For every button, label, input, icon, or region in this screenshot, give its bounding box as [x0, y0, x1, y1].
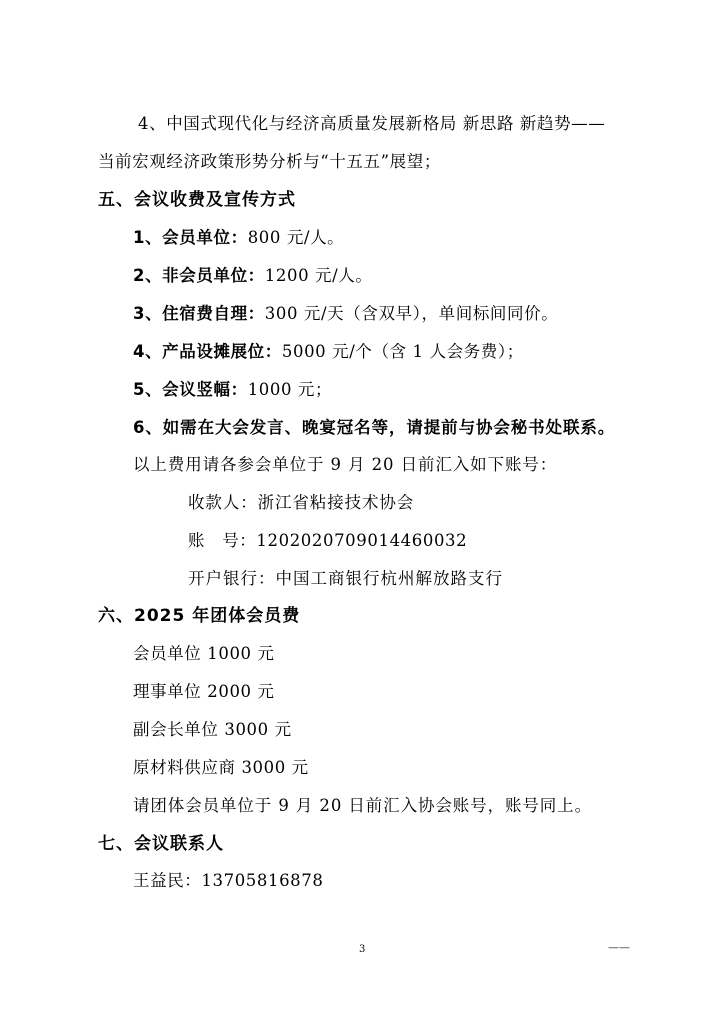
fee-item-value: 800 元/人。: [247, 228, 345, 247]
fee-item-6: 6、如需在大会发言、晚宴冠名等，请提前与协会秘书处联系。: [133, 418, 616, 437]
section7-heading: 七、会议联系人: [98, 834, 224, 854]
fee-item-label: 4、产品设摊展位：: [133, 342, 282, 361]
agenda-item-4-line2: 当前宏观经济政策形势分析与“十五五”展望；: [98, 152, 441, 171]
payment-note: 以上费用请各参会单位于 9 月 20 日前汇入如下账号：: [133, 455, 558, 474]
payee-line: 收款人：浙江省粘接技术协会: [188, 493, 415, 512]
contact-line: 王益民：13705816878: [133, 871, 324, 890]
account-line: 账 号：1202020709014460032: [188, 531, 468, 550]
fee-item-5: [133, 378, 332, 402]
member-fee-item: 理事单位 2000 元: [133, 682, 275, 701]
bank-line: 开户银行：中国工商银行杭州解放路支行: [188, 569, 503, 588]
fee-item-label: 2、非会员单位：: [133, 266, 265, 285]
member-fee-item: 原材料供应商 3000 元: [133, 758, 309, 777]
fee-item-1: [133, 226, 344, 250]
fee-item-label: 3、住宿费自理：: [133, 304, 265, 323]
fee-item-value: 5000 元/个（含 1 人会务费）；: [281, 342, 524, 361]
agenda-item-4-line1: 4、中国式现代化与经济高质量发展新格局 新思路 新趋势——: [138, 114, 606, 133]
fee-item-3: [133, 302, 558, 326]
fee-item-value: 1200 元/人。: [264, 266, 373, 285]
page-number: 3: [359, 944, 366, 955]
fee-item-label: 1、会员单位：: [133, 228, 248, 247]
member-fee-note: 请团体会员单位于 9 月 20 日前汇入协会账号，账号同上。: [133, 796, 592, 815]
fee-item-label: 5、会议竖幅：: [133, 380, 248, 399]
fee-item-value: 1000 元；: [247, 380, 333, 399]
member-fee-item: 会员单位 1000 元: [133, 644, 275, 663]
footer-dash: ——: [608, 941, 630, 954]
section5-heading: 五、会议收费及宣传方式: [98, 190, 296, 210]
fee-item-value: 300 元/天（含双早），单间标间同价。: [264, 304, 559, 323]
fee-item-2: [133, 264, 372, 288]
section6-heading: 六、2025 年团体会员费: [98, 606, 301, 626]
fee-item-4: [133, 340, 524, 364]
member-fee-item: 副会长单位 3000 元: [133, 720, 292, 739]
